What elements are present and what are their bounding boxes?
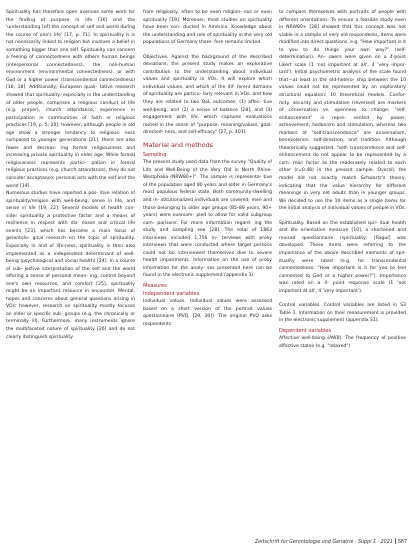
- journal-citation: Zeitschrift für Gerontologie und Geriatrie · Suppl 1 · 2021: [254, 540, 393, 545]
- paragraph: Spirituality. Based on the established spir- itual health and life orientation measure [10], a shortened and revised questionnaire (spirituality; [Ragul] was developed. These items were referring to the importance of the above described elements of spir- ituality were rated (e.g. for transcendental connectedness: "How important is it for you to feel connected to God or a higher power?"). Importance was rated on a 4- point response scale (1 'not important at all', 4 'very important').: [279, 220, 406, 294]
- paragraph: Numerous studies have reported a pos- itive relation of spirituality/religion with well-being, sense in life, and sense in life [19, 22]. Several models of health con- sider spirituality a protective factor and a means of resilience in respect with dis- eases and critical life events [23], which has become a main focus of gerontolo- gical research on the topic of spirituality. Especially in and of life-ness, spirituality is then also implemented as a independent determinant of well-being (psychological and social health) [24]. In a course of sub- jective interpretation of the self and the world offering a sense of personal mean- ing, control beyond one's own resources, and comfort [25], spirituality might be an important resource in encounter. Mental, hopes and concerns about general questions arising in VOs; however, research on spirituality mostly focuses on older or specific sub- groups (e.g. the chronically or terminally ill). Furthermore, many instruments ignore the multifaceted nature of spirituality [26] and do not clearly distinguish spirituality: [6, 191, 135, 340]
- paragraph: Objectives. Against the background of the described deviations, the present study makes an explorative contribution to the understanding about individual values and spirituality in VOs. It will explore which individual values, and which of the dif- ferent domains of spirituality are particu- larly relevant in VOs, and how they are related to two QoL outcomes: (1) affec- tive well-being, and (2) a sense of balance [28], and (3) engagement with life, which captures evaluations rooted in the sense of "purpose, meaning/values, goal-directed- ness, and self-efficacy" [27, p. 401].: [143, 54, 272, 136]
- column-left: [6, 9, 135, 341]
- subsection-heading-sampling: Sampling: [143, 151, 167, 158]
- column-middle: [143, 9, 272, 328]
- paragraph: Affective well-being (AWB). The frequency of positive affective states (e.g. "relaxed"): [279, 336, 406, 349]
- page-number: S87: [397, 540, 407, 545]
- page-footer: [255, 538, 407, 546]
- section-heading-methods: Material and methods: [143, 140, 214, 149]
- paragraph: Individual values. Individual values were assessed based on a short version of the portrait values questionnaire (PVQ, [29, 30]). The original PVQ asks respondents: [143, 299, 272, 327]
- paragraph: Control variables. Control variables are listed in S3 Table 1. Information on their measurement is provided in the electronic supplement (appendix S1).: [279, 303, 406, 324]
- subsection-heading-measures: Measures: [143, 283, 167, 289]
- subsection-heading-dependent-variables: Dependent variables: [279, 327, 332, 334]
- paragraph: to compare themselves with portraits of people with different orientations. To ensure a feasible study even in NRW80+ [28] showed that this concept was not viable in a sample of very old respondents, items were modified into direct questions, e.g. "How important is it to you to do things your own way?" (self-determination). An- swers were given on a 4-point Likert scale (1 'not important at all', 4 'very impor- tant'). Initial psychometric analysis of the scale found that—at least in the old-hetero- ship between the 10 values could not be represented by an exploratory structural equation; 10 theoretical models. Confor- mity, security and stimulation (reversed) are markers of conservation vs. openness to change; "self-enhancement" is repre- sented by power, achievement, hedonism and stimulation, whereas two markers of "self-transcendence" are universalism, benevolence, self-direction, and tradition. Although theoretically suggested, "self- transcendence and self-enhancement do not appear to be represented by a com- mon factor as the moderately related to each other (r=0.48) in the present sample. Overall, the model did not exactly match Schwartz's theory, indicating that the value hierarchy for different meanings in very old adults than in younger groups. We decided to use the 10 items as a single items for the initial analysis of individual values of people in VOs.: [279, 10, 406, 212]
- paragraph: from religiosity, often to be even religion- ous or even spirituality [19]. Moreover, most studies on spirituality have been con- ducted in America. Knowledge about the understanding and role of spirituality in the very old populations of Germany there- fore remains limited.: [143, 10, 272, 46]
- footer-divider: [395, 538, 396, 544]
- subsection-heading-independent-variables: Independent variables: [143, 290, 200, 297]
- column-right: [279, 9, 406, 350]
- paragraph: The present study used data from the survey "Quality of Life and Well-Being of the Very Old in North Rhine-Westphalia (NRW80+)". The sample is representa- tive of the population aged 80 years and older in Germany's most populous federal state. Both community-dwelling and in- stitutionalized individuals are covered; men and those belonging to older age groups (85–89 years, 90+ years) were oversam- pled to allow for valid subgroup com- parisons. For more information regard- ing the study and sampling see [28]. The total of 1863 interviews included 1,756 in- terviews with proxy interviews that were conducted where target persons could not be interviewed themselves due to severe health impairments. Information on the use of proxy information for the analy- ses presented here can be found in the electronic supplement (appendix 3).: [143, 160, 272, 279]
- paragraph: Spirituality has therefore open avenues some work for the finding of purpose in life [16] and the 'understanding [of] the concept of self and world during the course of one's life' [17, p. 71]. In spirituality it is not necessarily linked to religion but involves a belief in something bigger than one self. Spirituality can concern a feeling of connectedness with others human beings (interpersonal connectedness), the non-human environment (environmental connectedness), or with God or a higher power (transcendental connectedness) [10, 18]. Additionally, European quali- tative research showed that spirituality, especially in the understanding of older people, comprises a religious conduct of life (e.g. prayer), church attendance, experience in participation in communities of faith or religious practices [19, p. 5; 20]; however, although people in old age show a stronger tendency to religious- ness compared to younger generations [21], there are also fewer and decreas- ing formal religiousness and increasing private spirituality in older age. While formal religiousness represents partici- pation in formal religious practices (e.g. church attendance), they do not consider acceptance; personal acts with the self and the world [19].: [6, 10, 135, 189]
